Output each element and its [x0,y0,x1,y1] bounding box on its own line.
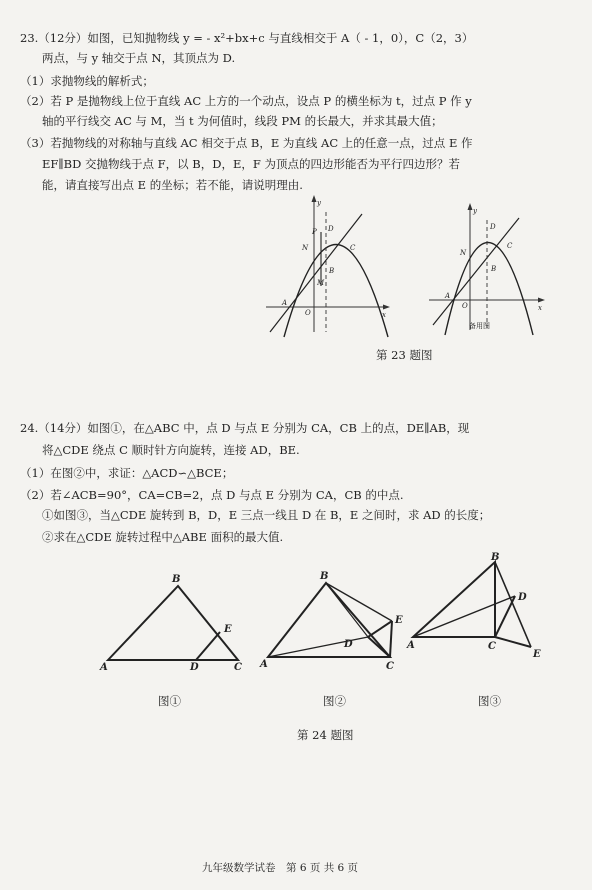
label-a: A [282,299,288,307]
q23-line-8: 能，请直接写出点 E 的坐标；若不能，请说明理由. [42,178,303,192]
q23-line-2: 两点，与 y 轴交于点 N，其顶点为 D. [42,51,236,65]
x-arrow [538,298,545,303]
label-c: C [386,661,394,672]
label-d: D [518,592,527,603]
label-n: N [460,249,467,257]
q24-line-1: 24.（14分）如图①，在△ABC 中，点 D 与点 E 分别为 CA，CB 上的点，DE∥AB，现 [20,421,470,435]
label-m: M [317,279,325,287]
q23-figure-2 [425,200,555,340]
segment-cd [368,637,390,657]
parabola [284,245,388,338]
label-a: A [407,640,415,651]
q24-line-5: ①如图③，当△CDE 旋转到 B，D，E 三点一线且 D 在 B，E 之间时，求 AD 的长度； [42,508,491,522]
segment-ad [413,596,515,637]
label-b: B [491,265,497,273]
x-arrow [383,305,390,310]
q24-fig3-caption: 图③ [478,694,501,708]
label-b: B [320,571,329,582]
label-d: D [490,223,496,231]
q24-line-4: （2）若∠ACB=90°，CA=CB=2，点 D 与点 E 分别为 CA，CB 的中点. [20,488,404,502]
q24-figure-1 [98,572,248,672]
q24-line-3: （1）在图②中，求证：△ACD∽△BCE； [20,466,234,480]
segment-de [368,621,392,637]
label-p: P [312,228,317,236]
label-a: A [445,292,451,300]
q23-line-7: EF∥BD 交抛物线于点 F，以 B，D，E，F 为顶点的四边形能否为平行四边形？若 [42,157,461,171]
segment-ad [268,637,368,657]
y-arrow [468,203,473,210]
label-a: A [100,662,108,673]
triangle-abc [108,586,238,660]
label-c: C [488,641,496,652]
label-b: B [329,267,335,275]
label-a: A [260,659,268,670]
y-arrow [312,195,317,202]
q24-line-2: 将△CDE 绕点 C 顺时针方向旋转，连接 AD，BE. [42,443,300,457]
segment-bde [495,562,531,647]
label-c: C [234,662,242,673]
label-o: O [305,309,311,317]
segment-ce [390,621,392,657]
q23-figure-caption: 第 23 题图 [376,348,433,362]
q23-figure-1 [262,192,402,337]
label-y: y [473,207,477,215]
label-x: x [382,311,386,319]
label-e: E [533,649,541,660]
label-d: D [344,639,353,650]
q24-figure-3 [405,550,555,665]
label-x: x [538,304,542,312]
segment-ce [495,637,531,647]
q24-fig1-caption: 图① [158,694,181,708]
label-y: y [317,199,321,207]
spare-figure-caption: 备用图 [469,322,490,330]
triangle-abc [413,562,495,637]
q24-fig2-caption: 图② [323,694,346,708]
q23-line-4: （2）若 P 是抛物线上位于直线 AC 上方的一个动点，设点 P 的横坐标为 t，过点 P 作 y [20,94,472,108]
segment-bd [326,583,368,637]
label-e: E [224,624,232,635]
label-c: C [350,244,356,252]
segment-de [196,632,220,660]
label-n: N [302,244,309,252]
segment-be [326,583,392,621]
q23-line-6: （3）若抛物线的对称轴与直线 AC 相交于点 B，E 为直线 AC 上的任意一点，过点 E 作 [20,136,473,150]
label-d: D [190,662,199,673]
q24-figure-2 [258,565,408,675]
q23-line-5: 轴的平行线交 AC 与 M，当 t 为何值时，线段 PM 的长最大，并求其最大值； [42,114,443,128]
q24-figure-caption: 第 24 题图 [297,728,354,742]
triangle-abc [268,583,390,657]
label-d: D [328,225,334,233]
q24-line-6: ②求在△CDE 旋转过程中△ABE 面积的最大值. [42,530,284,544]
label-c: C [507,242,513,250]
label-b: B [491,552,500,563]
label-b: B [172,574,181,585]
page-footer: 九年级数学试卷 第 6 页 共 6 页 [202,862,359,874]
label-o: O [462,302,468,310]
q23-line-1: 23.（12分）如图，已知抛物线 y = - x²+bx+c 与直线相交于 A（ - 1，0），C（2，3） [20,31,474,45]
label-e: E [395,615,403,626]
q23-line-3: （1）求抛物线的解析式； [20,74,154,88]
line-ac [433,218,519,325]
